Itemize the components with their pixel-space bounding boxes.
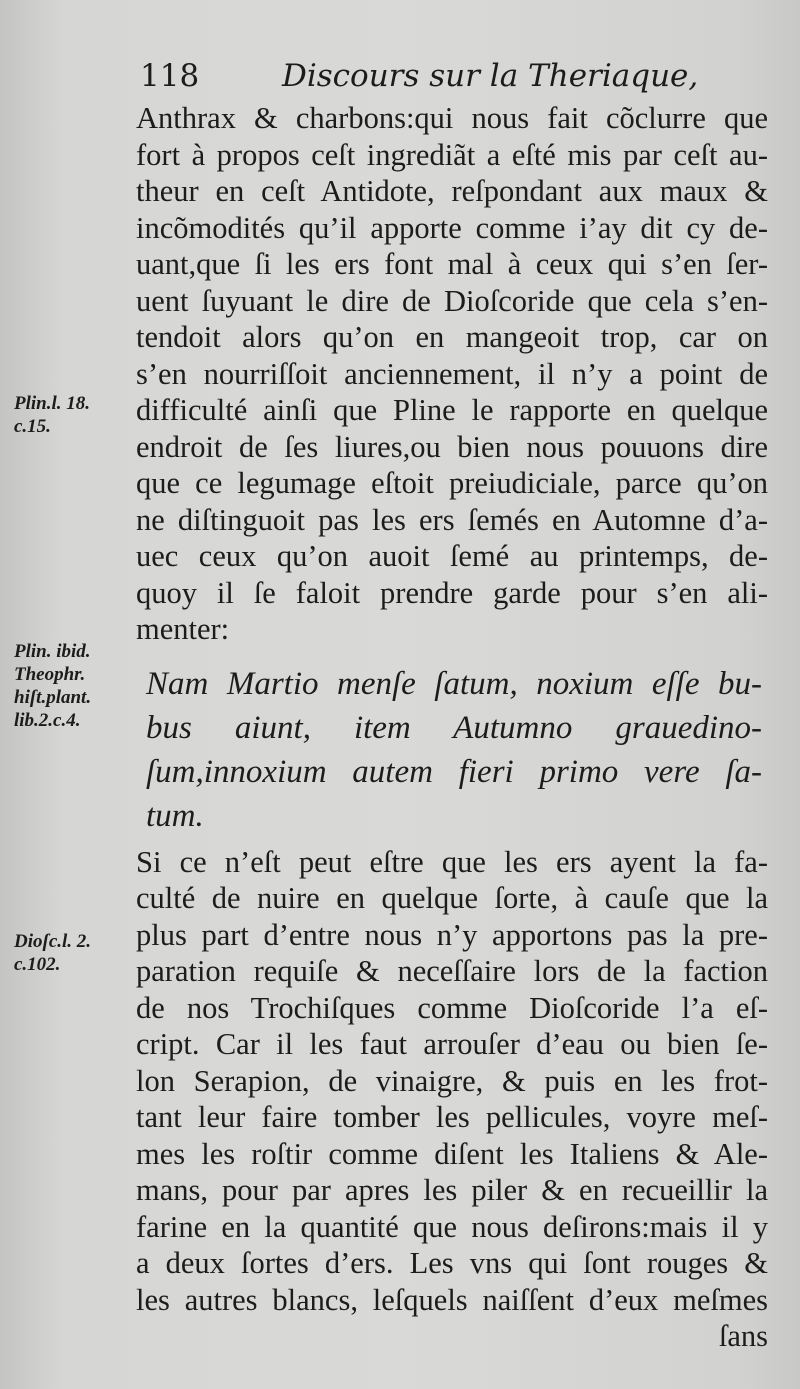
- text-line: uant,que ſi les ers font mal à ceux qui s’en ſer-: [136, 247, 768, 281]
- margin-note-pliny: [14, 392, 134, 438]
- text-line: plus part d’entre nous n’y apportons pas la pre-: [136, 917, 768, 952]
- text-line: ne diſtinguoit pas les ers ſemés en Automne d’a-: [136, 502, 768, 537]
- catchword: ſans: [718, 1319, 768, 1353]
- text-line: farine en la quantité que nous deſirons:mais il y: [136, 1209, 768, 1244]
- running-head: Discours sur la Theriaque,: [282, 58, 699, 94]
- margin-note-line: c.15.: [14, 416, 51, 437]
- text-line: paration requiſe & neceſſaire lors de la faction: [136, 954, 768, 988]
- quote-line: ſum,innoxium autem fieri primo vere ſa-: [146, 753, 762, 790]
- text-line: les autres blancs, leſquels naiſſent d’eux meſmes: [136, 1282, 768, 1317]
- text-line: tendoit alors qu’on en mangeoit trop, car on: [136, 320, 768, 354]
- quote-line: bus aiunt, item Autumno grauedino-: [146, 709, 762, 746]
- margin-note-line: Dioſc.l. 2.: [14, 931, 92, 952]
- text-line: de nos Trochiſques comme Dioſcoride l’a eſ-: [136, 990, 768, 1025]
- text-line: a deux ſortes d’ers. Les vns qui ſont rouges &: [136, 1246, 768, 1280]
- text-line: difficulté ainſi que Pline le rapporte en quelque: [136, 393, 768, 427]
- text-line: mes les roſtir comme diſent les Italiens & Ale-: [136, 1136, 768, 1171]
- margin-note-line: Theophr.: [14, 664, 86, 685]
- quote-line: Nam Martio menſe ſatum, noxium eſſe bu-: [146, 665, 762, 702]
- margin-note-line: hiſt.plant.: [14, 687, 92, 708]
- margin-note-line: Plin.l. 18.: [14, 393, 91, 414]
- text-line: Si ce n’eſt peut eſtre que les ers ayent la fa-: [136, 844, 768, 879]
- margin-note-line: Plin. ibid.: [14, 641, 91, 662]
- text-line: uec ceux qu’on auoit ſemé au printemps, de-: [136, 539, 768, 573]
- text-line: s’en nourriſſoit anciennement, il n’y a point de: [136, 356, 768, 391]
- margin-note-dioscorides: [14, 930, 134, 976]
- text-line: cript. Car il les faut arrouſer d’eau ou bien ſe-: [136, 1027, 768, 1061]
- page-body: [136, 100, 768, 1355]
- paragraph-1: [136, 100, 768, 648]
- quote-line: tum.: [146, 797, 204, 834]
- text-line: mans, pour par apres les piler & en recueillir la: [136, 1173, 768, 1207]
- page-number: 118: [140, 58, 200, 94]
- margin-note-line: c.102.: [14, 954, 61, 975]
- paragraph-2: [136, 844, 768, 1355]
- latin-quotation: [146, 662, 768, 838]
- text-line: quoy il ſe faloit prendre garde pour s’en ali-: [136, 575, 768, 610]
- text-line: tant leur faire tomber les pellicules, voyre meſ-: [136, 1100, 768, 1134]
- text-line: culté de nuire en quelque ſorte, à cauſe que la: [136, 881, 768, 915]
- text-line: fort à propos ceſt ingrediãt a eſté mis par ceſt au-: [136, 137, 768, 172]
- text-line: menter:: [136, 612, 230, 646]
- text-line: que ce legumage eſtoit preiudiciale, parce qu’on: [136, 466, 768, 500]
- page-header: [140, 58, 780, 98]
- text-line: lon Serapion, de vinaigre, & puis en les frot-: [136, 1063, 768, 1098]
- margin-note-theophrastus: [14, 640, 134, 732]
- text-line: theur en ceſt Antidote, reſpondant aux maux &: [136, 174, 768, 208]
- text-line: endroit de ſes liures,ou bien nous pouuons dire: [136, 429, 768, 464]
- text-line: uent ſuyuant le dire de Dioſcoride que cela s’en-: [136, 283, 768, 318]
- margin-note-line: lib.2.c.4.: [14, 710, 81, 731]
- text-line: Anthrax & charbons:qui nous fait cõclurre que: [136, 101, 768, 135]
- text-line: incõmodités qu’il apporte comme i’ay dit cy de-: [136, 210, 768, 245]
